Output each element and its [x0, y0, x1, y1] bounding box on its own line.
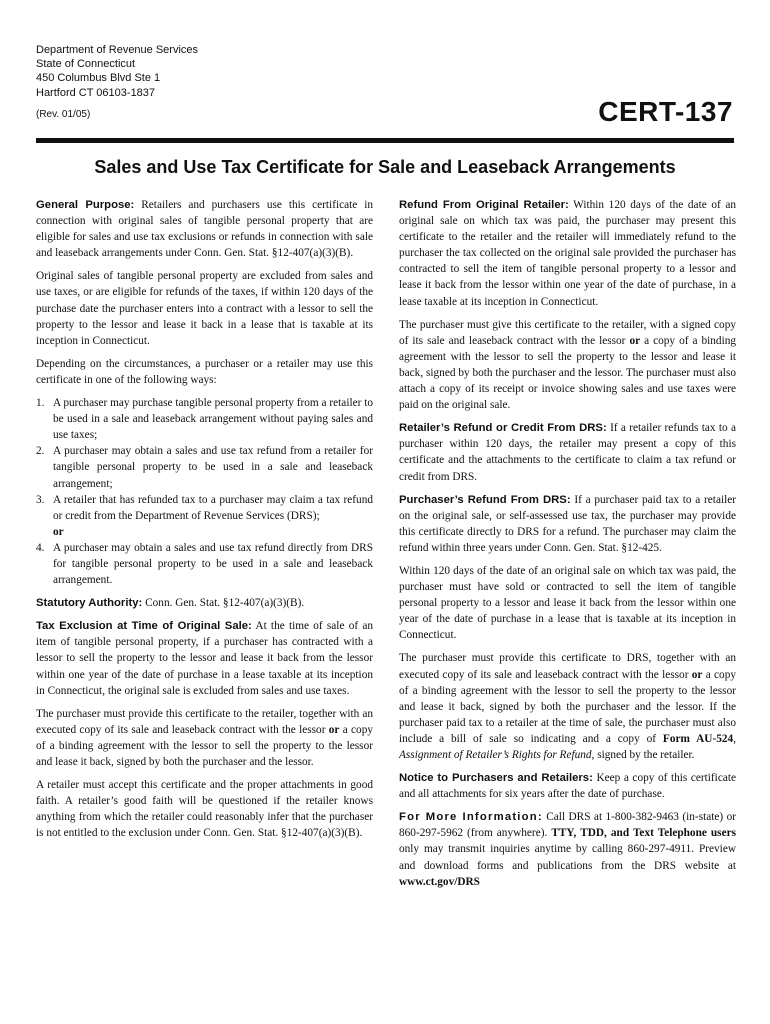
exclusion-paragraph: Original sales of tangible personal property are excluded from sales and use taxes, or are eligible for refunds of the taxes, if within 120 days of the purchase date the purchaser enters into a contract with a lessor to sell the property to the lessor and lease it back in a lease that is taxable at its inception in Connecticut.	[36, 270, 373, 347]
state-name: State of Connecticut	[36, 58, 136, 71]
notice-text: Keep a copy of this certificate and all attachments for six years after the date of purchase.	[399, 772, 736, 801]
within-120-days-paragraph: Within 120 days of the date of an original sale on which tax was paid, the purchaser must have sold or contracted to sell the item of tangible personal property to a lessor and lease it back from the lessor within one year of the date of purchase in a lease that is taxable at its inception in Connecticut.	[399, 564, 736, 642]
statutory-authority-heading: Statutory Authority:	[36, 597, 143, 610]
header-rule	[36, 138, 734, 143]
more-information-text: Call DRS at 1-800-382-9463 (in-state) or 860-297-5962 (from anywhere).	[399, 811, 737, 840]
more-information-section: For More Information: Call DRS at 1-800-382-9463 (in-state) or 860-297-5962 (from anywhere). TTY, TDD, and Text Telephone users only may transmit inquiries anytime by calling 860-297-4911. Preview and download forms and publications from the DRS website at www.ct.gov/DRS	[399, 811, 737, 888]
notice-section	[399, 770, 736, 802]
purchaser-refund-text: If a purchaser paid tax to a retailer on the original sale, or self-assessed use tax, the purchaser may provide this certificate directly to DRS for a refund. The purchaser may claim the refund within three years under Conn. Gen. Stat. §12-425.	[399, 493, 737, 554]
usage-list	[36, 395, 373, 588]
agency-address-block	[36, 43, 198, 100]
good-faith-paragraph: A retailer must accept this certificate and the proper attachments in good faith. A retailer’s good faith will be questioned if the retailer knows anything from which the retailer could reasonably infer that the purchaser is not entitled to the exclusion under Conn. Gen. Stat. §12-407(a)(3)(B).	[36, 779, 373, 840]
form-au-524-title: Assignment of Retailer’s Rights for Refund,	[399, 749, 595, 761]
drs-website-link[interactable]: www.ct.gov/DRS	[399, 875, 480, 888]
form-number: CERT-137	[598, 96, 733, 127]
purchaser-refund-section	[399, 492, 736, 556]
more-information-heading: For More Information:	[399, 811, 543, 824]
list-item: 3. A retailer that has refunded tax to a purchaser may claim a tax refund or credit from the Department of Revenue Services (DRS); or	[36, 493, 373, 538]
list-item: 2. A purchaser may obtain a sales and use tax refund from a retailer for tangible personal property to be used in a sale and leaseback arrangement;	[36, 445, 373, 490]
or-connector: or	[53, 525, 64, 538]
general-purpose-heading: General Purpose:	[36, 199, 135, 211]
retailer-refund-text: If a retailer refunds tax to a purchaser within 120 days, the retailer may present a copy of this certificate and the attachments to the certificate to claim a tax refund or credit from DRS.	[399, 422, 736, 483]
address-line-2: Hartford CT 06103-1837	[36, 86, 156, 99]
statutory-authority-text: Conn. Gen. Stat. §12-407(a)(3)(B).	[145, 597, 305, 610]
tax-exclusion-text: At the time of sale of an item of tangible personal property, if a purchaser has contracted with a lessor to sell the property to the lessor and lease it back from the lessor within one year of the date of purchase in a lease taxable at its inception in Connecticut, the original sale is excluded from sales and use taxes.	[36, 620, 373, 697]
revision-date: (Rev. 01/05)	[36, 109, 91, 120]
give-certificate-paragraph: The purchaser must give this certificate to the retailer, with a signed copy of its sale and leaseback contract with the lessor or a copy of a binding agreement with the lessor to sell the property to the lessor and lease it back, signed by both the purchaser and the lessor. The purchaser must also attach a copy of its receipt or invoice showing sales and use taxes were paid on the original sale.	[399, 318, 737, 412]
form-au-524-reference: Form AU-524	[662, 732, 734, 745]
refund-retailer-heading: Refund From Original Retailer:	[399, 199, 569, 211]
left-column	[36, 197, 373, 848]
purchaser-refund-heading: Purchaser’s Refund From DRS:	[399, 493, 571, 506]
list-item: 1. A purchaser may purchase tangible personal property from a retailer to be used in a sale and leaseback arrangement without paying sales and use taxes;	[36, 397, 373, 442]
provide-certificate-paragraph: The purchaser must provide this certificate to the retailer, together with an executed copy of its sale and leaseback contract with the lessor or a copy of a binding agreement with the lessor to sell the property to the lessor and lease it back, signed by both the purchaser and the lessor.	[36, 707, 373, 768]
general-purpose-section	[36, 197, 373, 261]
usage-intro: Depending on the circumstances, a purchaser or a retailer may use this certificate in one of the following ways:	[36, 357, 373, 386]
agency-name: Department of Revenue Services	[36, 44, 199, 56]
notice-heading: Notice to Purchasers and Retailers:	[399, 772, 593, 785]
refund-retailer-section	[399, 197, 736, 310]
provide-to-drs-paragraph: The purchaser must provide this certificate to DRS, together with an executed copy of its sale and leaseback contract with the lessor or a copy of a binding agreement with the lessor to sell the property to the lessor and lease it back, signed by both the purchaser and the lessor. If the purchaser paid tax to a retailer at the time of sale, the purchaser must also include a bill of sale so indicating and a copy of Form AU-524, Assignment of Retailer’s Rights for Refund, signed by the retailer.	[399, 652, 737, 761]
address-line-1: 450 Columbus Blvd Ste 1	[36, 72, 161, 85]
page-title: Sales and Use Tax Certificate for Sale and Leaseback Arrangements	[94, 157, 676, 177]
refund-retailer-text: Within 120 days of the date of an original sale on which tax was paid, the purchaser may present this certificate to the retailer and the retailer will immediately refund to the purchaser the tax collected on the original sale provided the purchaser has contracted to sell the item of tangible personal property to a lessor and lease it back from the lessor within one year of the date of purchase, in a lease taxable at its inception in Connecticut.	[399, 199, 736, 308]
tty-users: TTY, TDD, and Text Telephone users	[551, 827, 737, 840]
list-item: 4. A purchaser may obtain a sales and use tax refund directly from DRS for tangible personal property to be used in a sale and leaseback arrangement.	[36, 541, 373, 587]
general-purpose-text: Retailers and purchasers use this certificate in connection with original sales of tangible personal property that are eligible for sales and use tax exclusions or refunds in connection with sale and leaseback arrangements under Conn. Gen. Stat. §12-407(a)(3)(B).	[36, 199, 374, 260]
statutory-authority-section	[36, 595, 373, 611]
retailer-refund-section	[399, 420, 736, 484]
retailer-refund-heading: Retailer’s Refund or Credit From DRS:	[399, 422, 607, 435]
tax-exclusion-heading: Tax Exclusion at Time of Original Sale:	[36, 620, 252, 633]
right-column	[399, 197, 736, 897]
tax-exclusion-section	[36, 618, 373, 698]
